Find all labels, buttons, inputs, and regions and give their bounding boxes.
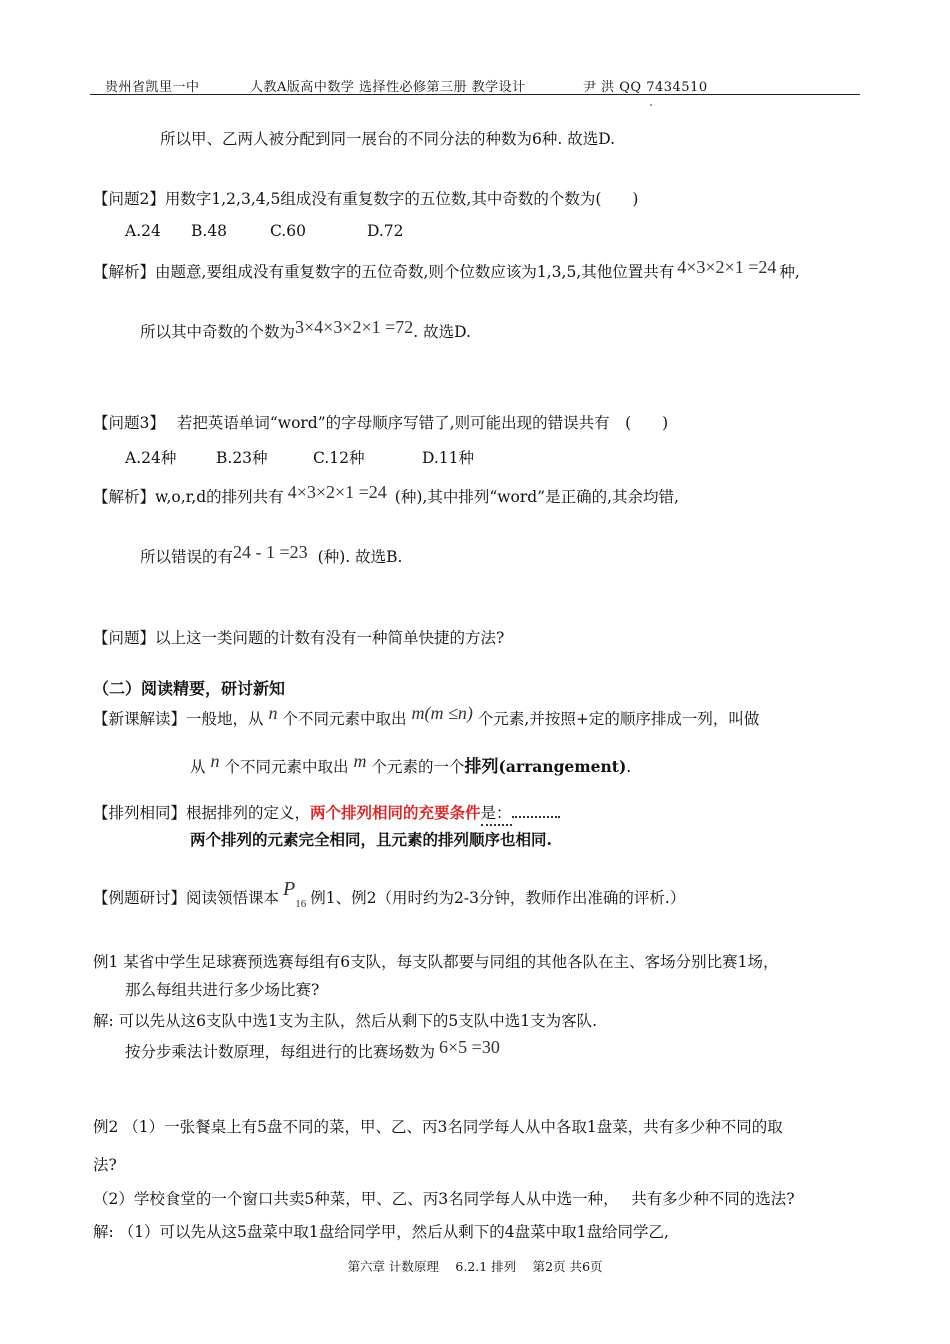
dotted-emphasis (512, 814, 560, 818)
question-tag: 【问题】 (93, 629, 156, 647)
new-lesson-p3: 个元素,并按照+定的顺序排成一列，叫做 (477, 710, 760, 728)
q3-analysis-end1: (种),其中排列“word”是正确的,其余均错, (394, 488, 679, 506)
intro-conclusion: 所以甲、乙两人被分配到同一展台的不同分法的种数为6种. 故选D. (160, 130, 616, 148)
examples-study-text2: 例1、例2（用时约为2-3分钟，教师作出准确的评析.） (310, 889, 686, 907)
same-tag: 【排列相同】 (93, 804, 187, 822)
examples-study-tag: 【例题研讨】 (93, 889, 187, 907)
q2-analysis-tag: 【解析】 (93, 263, 156, 281)
q3-analysis-text2: 所以错误的有 (140, 548, 234, 566)
section2-title: （二）阅读精要，研讨新知 (93, 679, 286, 698)
header-school: 贵州省凯里一中 (105, 80, 200, 95)
q3-option-c: C.12种 (313, 449, 365, 467)
question-text: 以上这一类问题的计数有没有一种简单快捷的方法? (155, 629, 505, 647)
q3-option-d: D.11种 (422, 449, 475, 467)
header-author: 尹 洪 QQ 7434510 (583, 80, 708, 95)
q3-analysis-line2 (140, 542, 403, 567)
page-ref-num: 16 (295, 898, 307, 910)
same-text2: 是： (481, 804, 512, 826)
q2-formula-1: 4×3×2×1 =24 (677, 257, 777, 277)
q2-analysis-text2: 所以其中奇数的个数为 (140, 323, 296, 341)
same-red-text: 两个排列相同的充要条件 (310, 803, 481, 822)
new-lesson-p2: 个不同元素中取出 (282, 710, 407, 728)
q2-line (93, 187, 638, 209)
q3-option-b: B.23种 (216, 449, 268, 467)
q2-option-a: A.24 (125, 222, 161, 240)
q2-analysis-text1: 由题意,要组成没有重复数字的五位奇数,则个位数应该为1,3,5,其他位置共有 (155, 263, 675, 281)
q2-option-c: C.60 (270, 222, 306, 240)
q2-analysis-end2: . 故选D. (413, 323, 471, 341)
q2-option-d: D.72 (367, 222, 404, 240)
ex2-line2: 法? (93, 1156, 117, 1174)
new-lesson-tag: 【新课解读】 (93, 710, 187, 728)
ex2-solution1: 解: （1）可以先从这5盘菜中取1盘给同学甲，然后从剩下的4盘菜中取1盘给同学乙, (93, 1223, 669, 1241)
ex1-solution2-line (125, 1037, 500, 1062)
q3-analysis-end2: (种). 故选B. (317, 548, 403, 566)
decorative-dot (650, 104, 652, 106)
ex1-line2: 那么每组共进行多少场比赛? (125, 981, 320, 999)
new-lesson-p1: 一般地，从 (186, 710, 264, 728)
header-rule (90, 94, 860, 95)
same-text1: 根据排列的定义， (186, 804, 311, 822)
q2-formula-2: 3×4×3×2×1 =72 (295, 317, 414, 337)
header-book: 人教A版高中数学 选择性必修第三册 教学设计 (250, 80, 526, 95)
question-line (93, 626, 504, 648)
q3-line (93, 411, 668, 433)
ex2-line3: （2）学校食堂的一个窗口共卖5种菜，甲、乙、丙3名同学每人从中选一种， 共有多少种不同的选法? (93, 1190, 795, 1208)
ex1-solution1: 解: 可以先从这6支队中选1支为主队，然后从剩下的5支队中选1支为客队. (93, 1012, 598, 1030)
q3-analysis-line1 (93, 482, 679, 507)
q2-text: 用数字1,2,3,4,5组成没有重复数字的五位数,其中奇数的个数为( ) (164, 190, 639, 208)
page-ref-p: P (283, 878, 296, 900)
var-m2: m (353, 751, 367, 771)
ex1-line1: 例1 某省中学生足球赛预选赛每组有6支队，每支队都要与同组的其他各队在主、客场分别比赛1场， (93, 953, 779, 971)
ex1-formula: 6×5 =30 (439, 1037, 500, 1057)
ex1-solution2: 按分步乘法计数原理，每组进行的比赛场数为 (125, 1043, 436, 1061)
q3-formula-2: 24 - 1 =23 (233, 542, 308, 562)
q2-analysis-line1 (93, 257, 800, 282)
q3-text: 若把英语单词“word”的字母顺序写错了,则可能出现的错误共有 ( ) (176, 414, 669, 432)
new-lesson-p4: 从 (190, 758, 206, 776)
new-lesson-line2 (190, 752, 631, 777)
examples-study-text1: 阅读领悟课本 (186, 889, 280, 907)
q2-option-b: B.48 (191, 222, 228, 240)
new-lesson-p7: . (626, 758, 632, 776)
new-lesson-p5: 个不同元素中取出 (224, 758, 349, 776)
q2-tag: 【问题2】 (93, 190, 165, 208)
same-bold-line: 两个排列的元素完全相同，且元素的排列顺序也相同. (190, 830, 552, 849)
q3-analysis-tag: 【解析】 (93, 488, 156, 506)
var-n: n (268, 703, 278, 723)
q3-tag: 【问题3】 (93, 414, 165, 432)
term-arrangement: 排列 (464, 757, 499, 777)
ex2-line1: 例2 （1）一张餐桌上有5盘不同的菜，甲、乙、丙3名同学每人从中各取1盘菜，共有多少种不同的取 (93, 1118, 783, 1136)
term-english: (arrangement) (498, 757, 627, 776)
new-lesson-p6: 个元素的一个 (371, 758, 465, 776)
q3-option-a: A.24种 (125, 449, 177, 467)
m-condition: m(m ≤n) (411, 703, 473, 723)
q2-analysis-line2 (140, 317, 471, 342)
var-n2: n (210, 751, 220, 771)
examples-study-line (93, 878, 686, 910)
q3-analysis-text1: w,o,r,d的排列共有 (155, 488, 284, 506)
q2-analysis-end1: 种, (779, 263, 800, 281)
same-line1 (93, 801, 560, 823)
new-lesson-line1 (93, 703, 760, 729)
page-footer: 第六章 计数原理 6.2.1 排列 第2页 共6页 (347, 1259, 603, 1274)
q3-formula-1: 4×3×2×1 =24 (287, 482, 387, 502)
